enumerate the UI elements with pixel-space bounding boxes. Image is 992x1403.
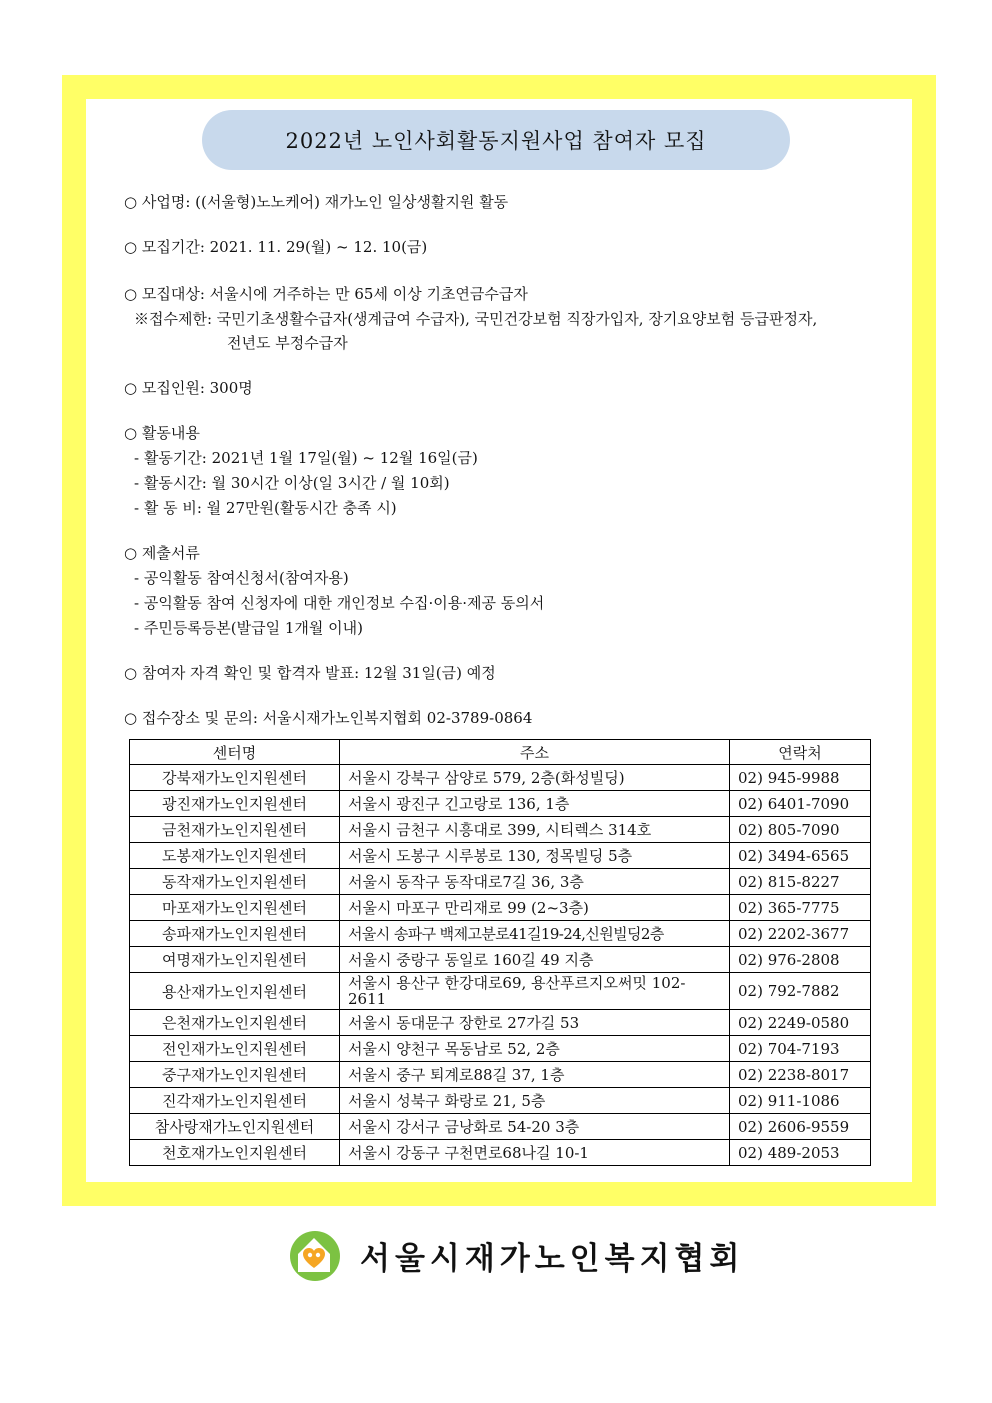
house-heart-logo-icon bbox=[288, 1226, 342, 1284]
table-row bbox=[130, 973, 871, 1010]
activity-time-line: - 활동시간: 월 30시간 이상(일 3시간 / 월 10회) bbox=[134, 474, 450, 492]
recruit-target-line: ○ 모집대상: 서울시에 거주하는 만 65세 이상 기초연금수급자 bbox=[124, 285, 528, 303]
center-address: 서울시 강북구 삼양로 579, 2층(화성빌딩) bbox=[340, 765, 730, 791]
center-phone: 02) 945-9988 bbox=[730, 765, 871, 791]
table-row bbox=[130, 765, 871, 791]
center-address: 서울시 강서구 금낭화로 54-20 3층 bbox=[340, 1114, 730, 1140]
organization-name: 서울시재가노인복지협회 bbox=[360, 1241, 745, 1277]
table-row bbox=[130, 1140, 871, 1166]
table-row bbox=[130, 869, 871, 895]
table-row bbox=[130, 791, 871, 817]
center-name: 강북재가노인지원센터 bbox=[130, 765, 340, 791]
center-address: 서울시 광진구 긴고랑로 136, 1층 bbox=[340, 791, 730, 817]
document-item: - 공익활동 참여 신청자에 대한 개인정보 수집·이용·제공 동의서 bbox=[134, 594, 545, 612]
center-phone: 02) 2606-9559 bbox=[730, 1114, 871, 1140]
center-phone: 02) 805-7090 bbox=[730, 817, 871, 843]
center-name: 도봉재가노인지원센터 bbox=[130, 843, 340, 869]
table-row bbox=[130, 1088, 871, 1114]
center-phone: 02) 792-7882 bbox=[730, 973, 871, 1010]
header-center-name: 센터명 bbox=[130, 740, 340, 765]
center-name: 참사랑재가노인지원센터 bbox=[130, 1114, 340, 1140]
center-name: 용산재가노인지원센터 bbox=[130, 973, 340, 1010]
center-phone: 02) 704-7193 bbox=[730, 1036, 871, 1062]
center-address: 서울시 양천구 목동남로 52, 2층 bbox=[340, 1036, 730, 1062]
center-phone: 02) 2202-3677 bbox=[730, 921, 871, 947]
table-row bbox=[130, 843, 871, 869]
table-header-row bbox=[130, 740, 871, 765]
document-item: - 공익활동 참여신청서(참여자용) bbox=[134, 569, 349, 587]
center-address: 서울시 중구 퇴계로88길 37, 1층 bbox=[340, 1062, 730, 1088]
center-address: 서울시 마포구 만리재로 99 (2~3층) bbox=[340, 895, 730, 921]
center-address: 서울시 도봉구 시루봉로 130, 정목빌딩 5층 bbox=[340, 843, 730, 869]
table-row bbox=[130, 1062, 871, 1088]
table-row bbox=[130, 1010, 871, 1036]
center-address: 서울시 동작구 동작대로7길 36, 3층 bbox=[340, 869, 730, 895]
center-phone: 02) 3494-6565 bbox=[730, 843, 871, 869]
restriction-line: ※접수제한: 국민기초생활수급자(생계급여 수급자), 국민건강보험 직장가입자, 장기요양보험 등급판정자, bbox=[134, 310, 818, 328]
center-name: 천호재가노인지원센터 bbox=[130, 1140, 340, 1166]
table-row bbox=[130, 921, 871, 947]
center-address: 서울시 용산구 한강대로69, 용산푸르지오써밋 102-2611 bbox=[340, 973, 730, 1010]
center-name: 동작재가노인지원센터 bbox=[130, 869, 340, 895]
announcement-line: ○ 참여자 자격 확인 및 합격자 발표: 12월 31일(금) 예정 bbox=[124, 664, 496, 682]
recruit-count-line: ○ 모집인원: 300명 bbox=[124, 379, 253, 397]
center-name: 은천재가노인지원센터 bbox=[130, 1010, 340, 1036]
center-name: 여명재가노인지원센터 bbox=[130, 947, 340, 973]
header-address: 주소 bbox=[340, 740, 730, 765]
activity-period-line: - 활동기간: 2021년 1월 17일(월) ~ 12월 16일(금) bbox=[134, 449, 478, 467]
center-phone: 02) 815-8227 bbox=[730, 869, 871, 895]
table-row bbox=[130, 895, 871, 921]
center-phone: 02) 2249-0580 bbox=[730, 1010, 871, 1036]
center-phone: 02) 976-2808 bbox=[730, 947, 871, 973]
table-row bbox=[130, 947, 871, 973]
center-name: 금천재가노인지원센터 bbox=[130, 817, 340, 843]
center-name: 중구재가노인지원센터 bbox=[130, 1062, 340, 1088]
center-phone: 02) 911-1086 bbox=[730, 1088, 871, 1114]
page-title: 2022년 노인사회활동지원사업 참여자 모집 bbox=[202, 110, 790, 170]
contact-line: ○ 접수장소 및 문의: 서울시재가노인복지협회 02-3789-0864 bbox=[124, 709, 533, 727]
center-name: 송파재가노인지원센터 bbox=[130, 921, 340, 947]
business-name-line: ○ 사업명: ((서울형)노노케어) 재가노인 일상생활지원 활동 bbox=[124, 193, 509, 211]
center-address: 서울시 동대문구 장한로 27가길 53 bbox=[340, 1010, 730, 1036]
activity-fee-line: - 활 동 비: 월 27만원(활동시간 충족 시) bbox=[134, 499, 397, 517]
center-name: 전인재가노인지원센터 bbox=[130, 1036, 340, 1062]
center-address: 서울시 금천구 시흥대로 399, 시티렉스 314호 bbox=[340, 817, 730, 843]
center-phone: 02) 2238-8017 bbox=[730, 1062, 871, 1088]
activity-heading: ○ 활동내용 bbox=[124, 424, 200, 442]
header-phone: 연락처 bbox=[730, 740, 871, 765]
document-item: - 주민등록등본(발급일 1개월 이내) bbox=[134, 619, 363, 637]
centers-table bbox=[129, 739, 871, 1166]
center-phone: 02) 489-2053 bbox=[730, 1140, 871, 1166]
table-row bbox=[130, 1114, 871, 1140]
table-row bbox=[130, 1036, 871, 1062]
center-address: 서울시 송파구 백제고분로41길19-24,신원빌딩2층 bbox=[340, 921, 730, 947]
documents-heading: ○ 제출서류 bbox=[124, 544, 200, 562]
center-name: 광진재가노인지원센터 bbox=[130, 791, 340, 817]
center-address: 서울시 성북구 화랑로 21, 5층 bbox=[340, 1088, 730, 1114]
recruit-period-line: ○ 모집기간: 2021. 11. 29(월) ~ 12. 10(금) bbox=[124, 238, 428, 256]
restriction-line-cont: 전년도 부정수급자 bbox=[227, 334, 348, 352]
table-row bbox=[130, 817, 871, 843]
center-address: 서울시 중랑구 동일로 160길 49 지층 bbox=[340, 947, 730, 973]
center-phone: 02) 6401-7090 bbox=[730, 791, 871, 817]
center-name: 진각재가노인지원센터 bbox=[130, 1088, 340, 1114]
center-phone: 02) 365-7775 bbox=[730, 895, 871, 921]
center-name: 마포재가노인지원센터 bbox=[130, 895, 340, 921]
center-address: 서울시 강동구 구천면로68나길 10-1 bbox=[340, 1140, 730, 1166]
